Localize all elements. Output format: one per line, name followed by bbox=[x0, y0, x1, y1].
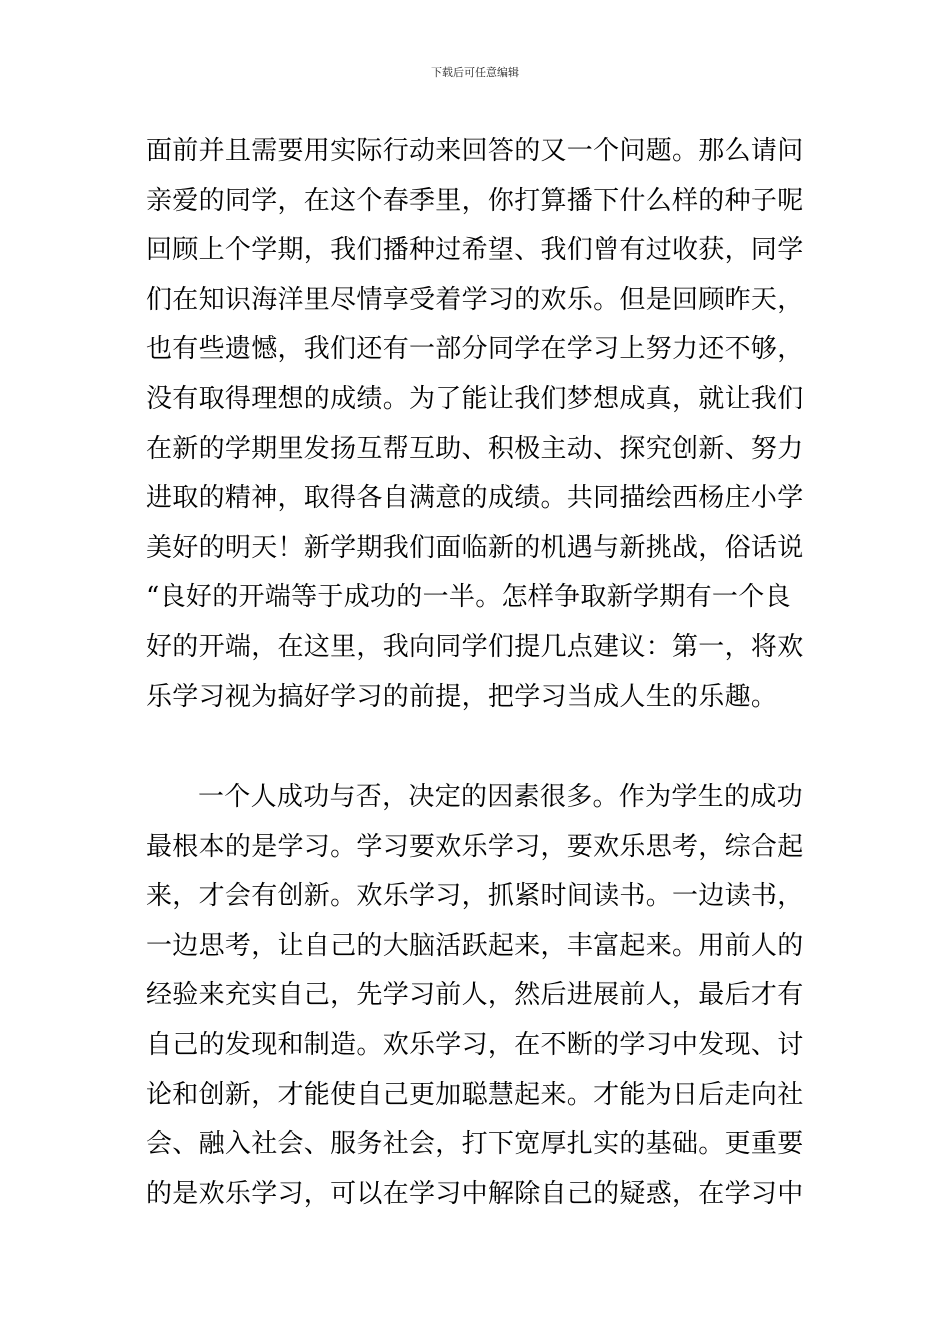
text-line: 来，才会有创新。欢乐学习，抓紧时间读书。一边读书， bbox=[146, 881, 804, 912]
text-line: 乐学习视为搞好学习的前提，把学习当成人生的乐趣。 bbox=[146, 681, 778, 712]
text-line: 在新的学期里发扬互帮互助、积极主动、探究创新、努力 bbox=[146, 433, 804, 464]
text-line: 最根本的是学习。学习要欢乐学习，要欢乐思考，综合起 bbox=[146, 831, 804, 862]
text-line: 好的开端，在这里，我向同学们提几点建议：第一，将欢 bbox=[146, 631, 804, 662]
text-line: 回顾上个学期，我们播种过希望、我们曾有过收获，同学 bbox=[146, 235, 804, 266]
text-line: 们在知识海洋里尽情享受着学习的欢乐。但是回顾昨天， bbox=[146, 284, 804, 315]
paragraph-1 bbox=[146, 127, 810, 722]
text-line: 面前并且需要用实际行动来回答的又一个问题。那么请问 bbox=[146, 136, 804, 166]
text-line: 论和创新，才能使自己更加聪慧起来。才能为日后走向社 bbox=[146, 1079, 804, 1110]
text-line: 进取的精神，取得各自满意的成绩。共同描绘西杨庄小学 bbox=[146, 483, 804, 514]
text-line: 也有些遗憾，我们还有一部分同学在学习上努力还不够， bbox=[146, 334, 804, 365]
text-line: 美好的明天！新学期我们面临新的机遇与新挑战，俗话说 bbox=[146, 532, 804, 563]
text-line: “良好的开端等于成功的一半。怎样争取新学期有一个良 bbox=[146, 582, 791, 613]
text-line: 自己的发现和制造。欢乐学习，在不断的学习中发现、讨 bbox=[146, 1029, 804, 1060]
text-line: 会、融入社会、服务社会，打下宽厚扎实的基础。更重要 bbox=[146, 1129, 804, 1160]
text-line: 经验来充实自己，先学习前人，然后进展前人，最后才有 bbox=[146, 980, 804, 1011]
paragraph-2 bbox=[146, 773, 810, 1219]
text-line: 一边思考，让自己的大脑活跃起来，丰富起来。用前人的 bbox=[146, 930, 804, 961]
text-line: 一个人成功与否，决定的因素很多。作为学生的成功 bbox=[198, 782, 803, 812]
text-line: 亲爱的同学，在这个春季里，你打算播下什么样的种子呢 bbox=[146, 185, 804, 216]
text-line: 的是欢乐学习，可以在学习中解除自己的疑惑，在学习中 bbox=[146, 1178, 804, 1209]
text-line: 没有取得理想的成绩。为了能让我们梦想成真，就让我们 bbox=[146, 383, 804, 414]
page-header: 下载后可任意编辑 bbox=[431, 66, 519, 79]
